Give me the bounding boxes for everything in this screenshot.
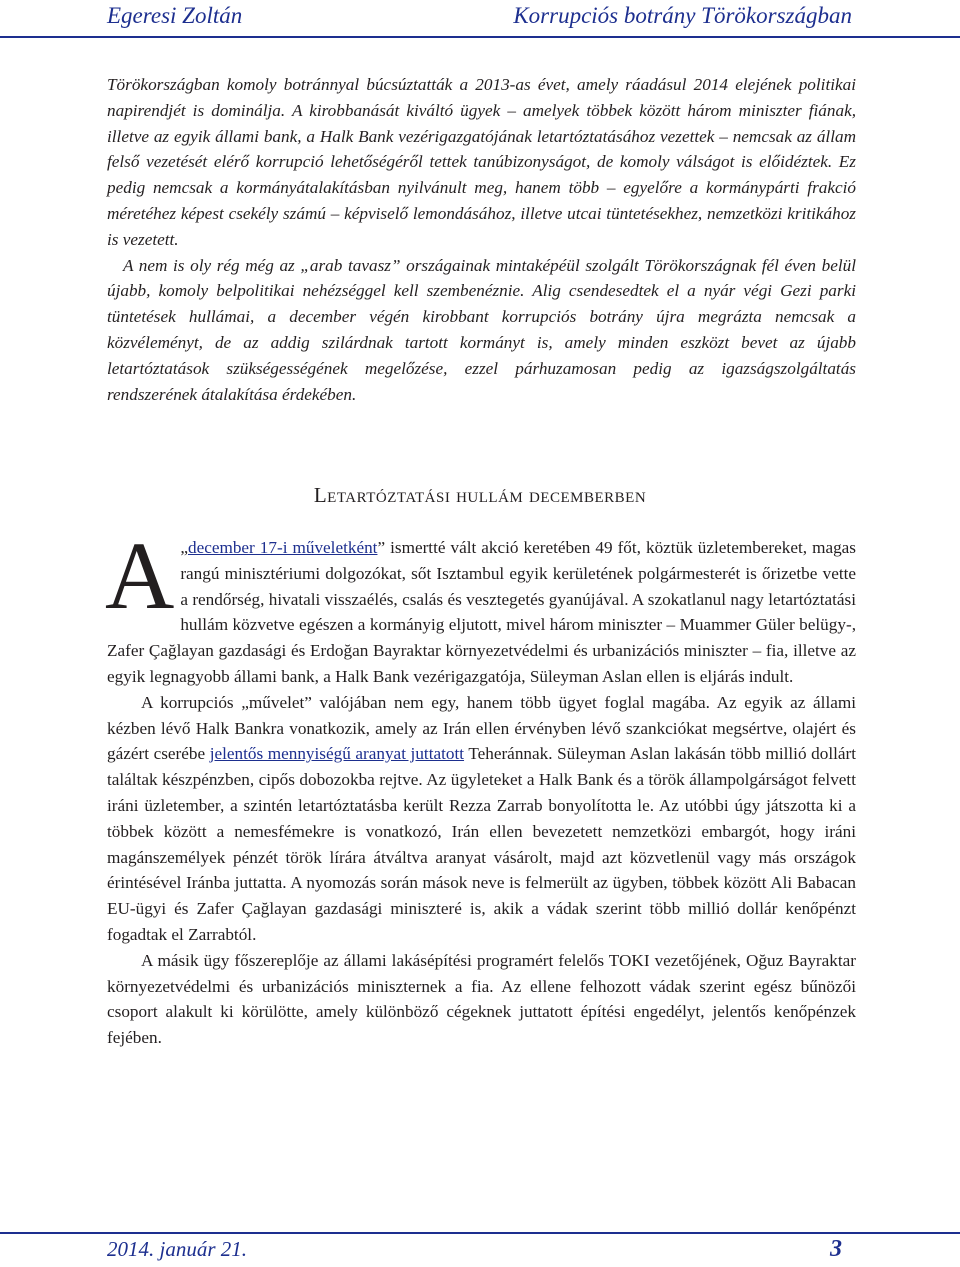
body-paragraph-2	[107, 690, 856, 948]
header-author: Egeresi Zoltán	[107, 3, 243, 28]
footer-divider	[0, 1232, 960, 1234]
footer-date: 2014. január 21.	[107, 1237, 248, 1261]
december-operation-link[interactable]: december 17-i műveletként	[187, 538, 378, 557]
lead-paragraphs	[107, 72, 856, 407]
page-header	[0, 0, 960, 34]
drop-cap: A	[105, 522, 175, 629]
lead-paragraph-2: A nem is oly rég még az „arab tavasz” országainak mintaképéül szolgált Törökországnak fél éven belül újabb, komoly belpolitikai nehézséggel kell szembenéznie. Alig csendesedtek el a nyár végi Gezi parki tüntetések hullámai, a december végén kirobbant korrupciós botrány újra megrázta nemcsak a közvéleményt, de az addig szilárdnak tartott kormányt is, amely minden eszközt bevet az újabb letartóztatások szükségességének megelőzése, ezzel párhuzamosan pedig az igazságszolgáltatás rendszerének átalakítása érdekében.	[107, 255, 856, 404]
body-paragraph-2-text: Teheránnak. Süleyman Aslan lakásán több millió dollárt találtak készpénzben, cipős dobozokba rejtve. Az ügyleteket a Halk Bank és a török állampolgárságot felvett iráni üzletember, a szintén letartóztatásba került Rezza Zarrab bonyolította le. Az utóbbi úgy játszotta ki a többek között a nemesfémekre is vonatkozó, Irán ellen bevezetett nemzetközi embargót, hogy iráni magánszemélyek pénzét török lírára átváltva aranyat vásárolt, majd azt közvetlenül vagy más országok érintésével Iránba juttatta. A nyomozás során mások neve is felmerült az ügyben, többek között Ali Babacan EU-ügyi és Zafer Çağlayan gazdasági miniszteré is, akik a vádak szerint több millió dollár kenőpénzt fogadtak el Zarrabtól.	[107, 744, 856, 944]
body-paragraph-1-text: ” ismertté vált akció keretében 49 főt, köztük üzletembereket, magas rangú minisztériumi dolgozókat, sőt Isztambul egyik kerületének polgármesterét is őrizetbe vette a rendőrség, hivatali visszaélés, csalás és vesztegetés gyanújával. A szokatlanul nagy letartóztatási hullám közvetve egészen a kormányig eljutott, mivel három miniszter – Muammer Güler belügy-, Zafer Çağlayan gazdasági és Erdoğan Bayraktar környezetvédelmi és urbanizációs miniszter – fia, illetve az egyik legnagyobb állami bank, a Halk Bank vezérigazgatója, Süleyman Aslan ellen is eljárás indult.	[107, 538, 856, 686]
body-paragraph-2-start: A korrupciós „művelet” valójában nem egy, hanem több ügyet foglal magába. Az egyik az állami kézben lévő Halk Bankra vonatkozik, amely az Irán ellen érvényben lévő szankciókat megsértve, olajért és gázért cserébe	[107, 692, 856, 764]
gold-transfer-link[interactable]: jelentős mennyiségű aranyat juttatott	[209, 744, 465, 764]
header-divider	[0, 36, 960, 38]
body-paragraph-1	[105, 522, 856, 690]
body-paragraph-3: A másik ügy főszereplője az állami lakásépítési programért felelős TOKI vezetőjének, Oğuz Bayraktar környezetvédelmi és urbanizációs miniszternek a fia. Az ellene felhozott vádak szerint egész bűnözői csoport alakult ki körülötte, amely különböző cégeknek juttatott építési engedélyt, jelentős kenőpénzek fejében.	[107, 950, 856, 1048]
page-number: 3	[830, 1236, 842, 1262]
header-title: Korrupciós botrány Törökországban	[513, 3, 852, 28]
section-title: Letartóztatási hullám decemberben	[313, 483, 647, 507]
body-text	[105, 522, 856, 1051]
page-footer	[0, 1232, 960, 1267]
lead-paragraph-1: Törökországban komoly botránnyal búcsúztatták a 2013-as évet, amely ráadásul 2014 elejének politikai napirendjét is dominálja. A kirobbanását kiváltó ügyek – amelyek többek között három miniszter fiának, illetve az egyik állami bank, a Halk Bank vezérigazgatójának letartóztatásához vezettek – nemcsak az állam felső vezetését elérő korrupció lehetőségéről tettek tanúbizonyságot, de komoly válságot is előidéztek. Ez pedig nemcsak a kormányátalakításban nyilvánult meg, hanem több – egyelőre a kormánypárti frakció méretéhez képest csekély számú – képviselő lemondásához, illetve utcai tüntetésekhez, nemzetközi kritikához is vezetett.	[107, 75, 856, 249]
open-quote: „	[180, 538, 188, 557]
